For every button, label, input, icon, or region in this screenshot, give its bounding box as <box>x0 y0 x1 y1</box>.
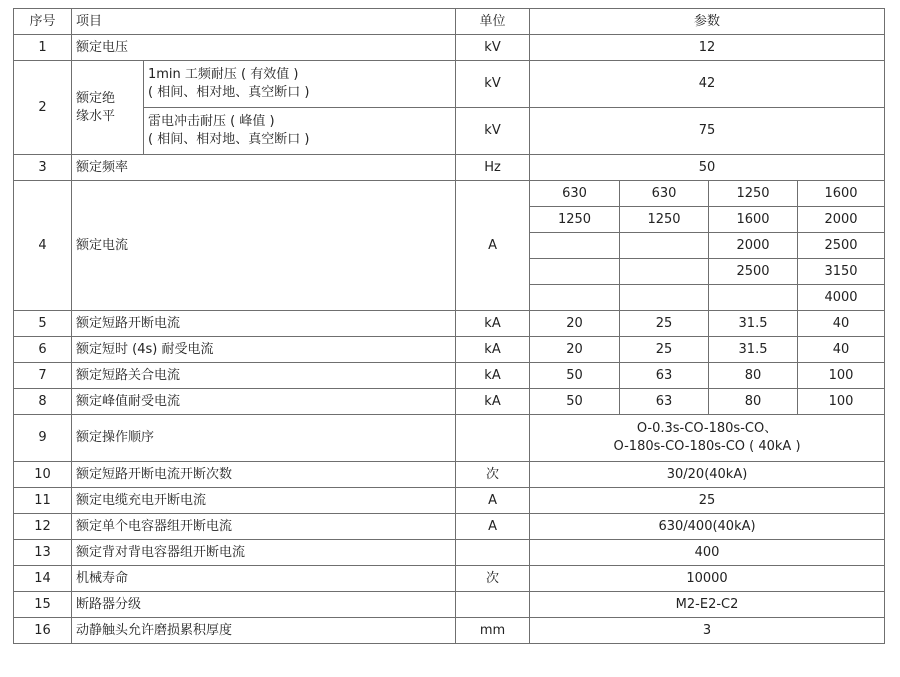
current-cell: 1600 <box>798 181 885 207</box>
row-no: 4 <box>14 181 72 311</box>
row-no: 1 <box>14 35 72 61</box>
row-subitem <box>144 61 456 108</box>
row-item-line: 缘水平 <box>76 108 116 124</box>
row-unit: kV <box>456 108 530 155</box>
current-cell <box>709 285 798 311</box>
header-item: 项目 <box>72 9 456 35</box>
header-unit: 单位 <box>456 9 530 35</box>
row-value: 75 <box>530 108 885 155</box>
row-unit: kA <box>456 337 530 363</box>
row-item: 额定电压 <box>72 35 456 61</box>
row-item: 额定峰值耐受电流 <box>72 389 456 415</box>
table-row <box>14 389 885 415</box>
row-value: M2-E2-C2 <box>530 592 885 618</box>
row-value: 3 <box>530 618 885 644</box>
row-unit: kV <box>456 61 530 108</box>
row-no: 8 <box>14 389 72 415</box>
row-value: 80 <box>709 363 798 389</box>
row-value: 100 <box>798 389 885 415</box>
row-no: 14 <box>14 566 72 592</box>
current-cell: 1250 <box>620 207 709 233</box>
row-unit <box>456 540 530 566</box>
row-value-line: O-0.3s-CO-180s-CO、 <box>636 421 778 436</box>
header-row <box>14 9 885 35</box>
row-value: 80 <box>709 389 798 415</box>
row-unit: A <box>456 181 530 311</box>
row-unit: kA <box>456 311 530 337</box>
table-row <box>14 35 885 61</box>
table-row <box>14 61 885 108</box>
row-no: 7 <box>14 363 72 389</box>
row-subitem-line: 1min 工频耐压 ( 有效值 ) <box>148 67 299 82</box>
row-value: 63 <box>620 389 709 415</box>
table-row <box>14 488 885 514</box>
row-item: 额定电缆充电开断电流 <box>72 488 456 514</box>
current-cell: 2000 <box>709 233 798 259</box>
current-cell: 4000 <box>798 285 885 311</box>
row-subitem-line: ( 相间、相对地、真空断口 ) <box>148 85 310 100</box>
table-row <box>14 108 885 155</box>
row-unit: A <box>456 514 530 540</box>
table-row <box>14 592 885 618</box>
row-value: 63 <box>620 363 709 389</box>
row-no: 5 <box>14 311 72 337</box>
row-item: 额定操作顺序 <box>72 415 456 462</box>
table-row <box>14 337 885 363</box>
current-cell <box>530 233 620 259</box>
current-cell: 2500 <box>798 233 885 259</box>
row-unit: 次 <box>456 462 530 488</box>
row-unit <box>456 415 530 462</box>
row-value: 30/20(40kA) <box>530 462 885 488</box>
row-no: 11 <box>14 488 72 514</box>
row-unit: kA <box>456 363 530 389</box>
row-value <box>530 415 885 462</box>
row-item: 额定短路关合电流 <box>72 363 456 389</box>
row-item: 动静触头允许磨损累积厚度 <box>72 618 456 644</box>
spec-table-wrapper <box>13 8 885 644</box>
table-row <box>14 363 885 389</box>
current-cell: 630 <box>620 181 709 207</box>
current-cell <box>620 285 709 311</box>
current-cell: 1250 <box>530 207 620 233</box>
current-cell: 1250 <box>709 181 798 207</box>
row-unit <box>456 592 530 618</box>
row-value: 20 <box>530 311 620 337</box>
row-unit: kA <box>456 389 530 415</box>
current-cell <box>530 259 620 285</box>
row-item <box>72 61 144 155</box>
current-cell <box>620 233 709 259</box>
row-unit: mm <box>456 618 530 644</box>
spec-table <box>13 8 885 644</box>
row-item: 断路器分级 <box>72 592 456 618</box>
row-value: 50 <box>530 155 885 181</box>
row-item: 额定频率 <box>72 155 456 181</box>
row-no: 9 <box>14 415 72 462</box>
row-no: 2 <box>14 61 72 155</box>
table-row <box>14 155 885 181</box>
current-cell <box>530 285 620 311</box>
row-no: 6 <box>14 337 72 363</box>
row-no: 10 <box>14 462 72 488</box>
row-no: 16 <box>14 618 72 644</box>
row-item: 额定电流 <box>72 181 456 311</box>
row-value: 50 <box>530 363 620 389</box>
row-unit: 次 <box>456 566 530 592</box>
row-subitem-line: ( 相间、相对地、真空断口 ) <box>148 132 310 147</box>
row-value: 50 <box>530 389 620 415</box>
row-no: 15 <box>14 592 72 618</box>
current-cell: 2000 <box>798 207 885 233</box>
table-row <box>14 514 885 540</box>
row-item: 额定短路开断电流 <box>72 311 456 337</box>
row-item: 额定背对背电容器组开断电流 <box>72 540 456 566</box>
current-cell: 3150 <box>798 259 885 285</box>
table-row <box>14 540 885 566</box>
row-no: 13 <box>14 540 72 566</box>
row-subitem <box>144 108 456 155</box>
row-value: 42 <box>530 61 885 108</box>
current-cell <box>620 259 709 285</box>
table-row <box>14 566 885 592</box>
row-item: 额定短路开断电流开断次数 <box>72 462 456 488</box>
row-value: 25 <box>620 311 709 337</box>
row-value: 12 <box>530 35 885 61</box>
current-cell: 2500 <box>709 259 798 285</box>
current-cell: 630 <box>530 181 620 207</box>
row-value: 10000 <box>530 566 885 592</box>
row-value: 630/400(40kA) <box>530 514 885 540</box>
row-value-line: O-180s-CO-180s-CO ( 40kA ) <box>613 439 801 454</box>
header-no: 序号 <box>14 9 72 35</box>
row-value: 400 <box>530 540 885 566</box>
row-value: 31.5 <box>709 337 798 363</box>
row-value: 25 <box>530 488 885 514</box>
row-value: 31.5 <box>709 311 798 337</box>
row-item-line: 额定绝 <box>76 90 116 106</box>
row-value: 40 <box>798 337 885 363</box>
row-value: 20 <box>530 337 620 363</box>
row-unit: A <box>456 488 530 514</box>
current-cell: 1600 <box>709 207 798 233</box>
row-item: 额定单个电容器组开断电流 <box>72 514 456 540</box>
row-value: 100 <box>798 363 885 389</box>
row-no: 12 <box>14 514 72 540</box>
row-item: 机械寿命 <box>72 566 456 592</box>
header-param: 参数 <box>530 9 885 35</box>
table-row <box>14 181 885 207</box>
table-row <box>14 311 885 337</box>
row-item: 额定短时 (4s) 耐受电流 <box>72 337 456 363</box>
row-unit: kV <box>456 35 530 61</box>
row-no: 3 <box>14 155 72 181</box>
row-subitem-line: 雷电冲击耐压 ( 峰值 ) <box>148 114 275 129</box>
table-row <box>14 618 885 644</box>
table-row <box>14 462 885 488</box>
table-row <box>14 415 885 462</box>
row-value: 25 <box>620 337 709 363</box>
row-unit: Hz <box>456 155 530 181</box>
row-value: 40 <box>798 311 885 337</box>
